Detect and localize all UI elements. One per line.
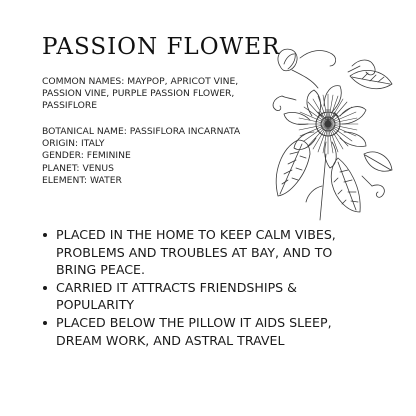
common-names-line: PASSION VINE, PURPLE PASSION FLOWER, xyxy=(42,88,235,100)
list-item xyxy=(40,314,385,349)
page-title: PASSION FLOWER xyxy=(42,34,281,60)
list-item-line: DREAM WORK, AND ASTRAL TRAVEL xyxy=(56,332,285,348)
list-item-line: PROBLEMS AND TROUBLES AT BAY, AND TO xyxy=(56,244,333,260)
element: ELEMENT: WATER xyxy=(42,174,122,186)
list-item-line: PLACED IN THE HOME TO KEEP CALM VIBES, xyxy=(56,227,336,242)
list-item xyxy=(40,226,385,279)
common-names xyxy=(42,76,257,113)
passion-flower-illustration-icon xyxy=(252,36,402,226)
planet: PLANET: VENUS xyxy=(42,162,114,174)
gender: GENDER: FEMININE xyxy=(42,150,131,162)
list-item-line: PLACED BELOW THE PILLOW IT AIDS SLEEP, xyxy=(56,314,332,330)
bullet-icon xyxy=(43,321,47,325)
list-item-line: CARRIED IT ATTRACTS FRIENDSHIPS & xyxy=(56,279,297,295)
uses-list xyxy=(40,226,385,349)
common-names-line: PASSIFLORE xyxy=(42,100,98,112)
origin: ORIGIN: ITALY xyxy=(42,138,105,150)
plant-details xyxy=(42,126,257,187)
bullet-icon xyxy=(43,233,47,237)
list-item-line: POPULARITY xyxy=(56,297,135,313)
common-names-line: COMMON NAMES: MAYPOP, APRICOT VINE, xyxy=(42,76,239,87)
bullet-icon xyxy=(43,286,47,290)
botanical-name: BOTANICAL NAME: PASSIFLORA INCARNATA xyxy=(42,126,241,137)
list-item xyxy=(40,279,385,314)
list-item-line: BRING PEACE. xyxy=(56,262,145,278)
